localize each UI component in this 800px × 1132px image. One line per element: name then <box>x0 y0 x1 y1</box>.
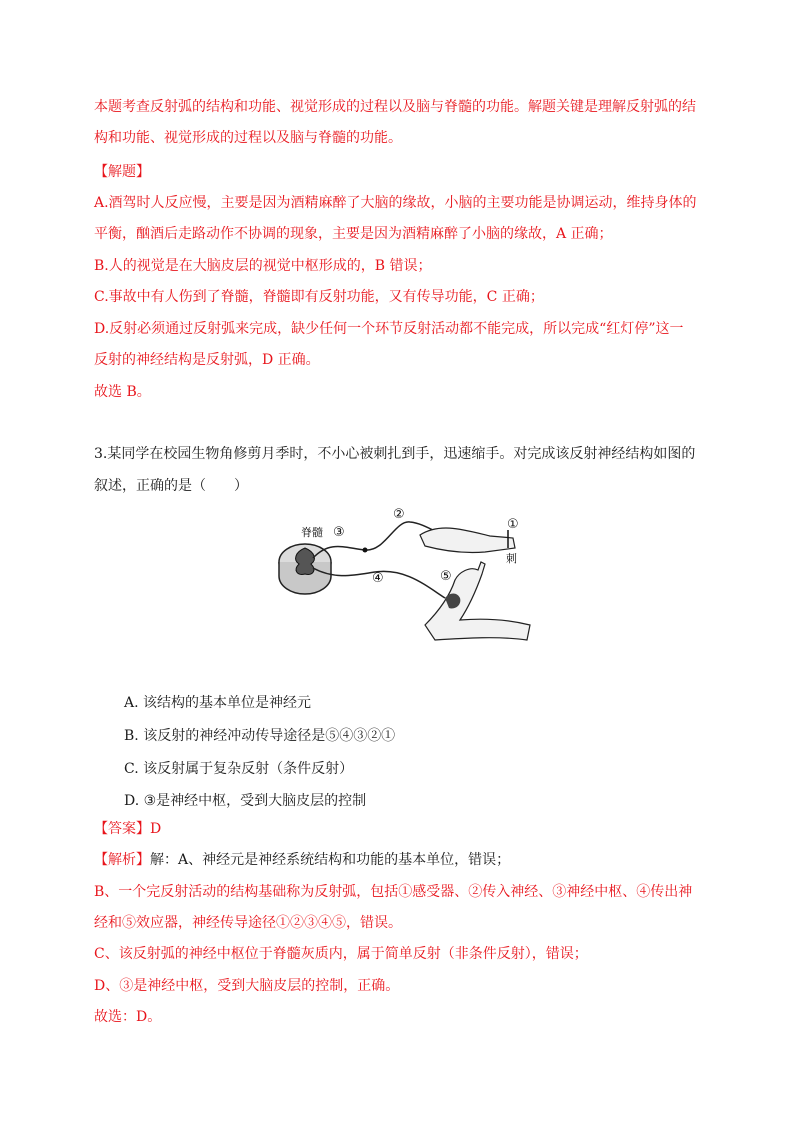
label-5: ⑤ <box>440 569 452 584</box>
solution-line-c: C.事故中有人伤到了脊髓，脊髓即有反射功能，又有传导功能，C 正确； <box>94 289 544 305</box>
solution-line-d2: 反射的神经结构是反射弧，D 正确。 <box>94 352 320 368</box>
label-thorn: 刺 <box>506 552 517 565</box>
option-d: D. ③是神经中枢，受到大脑皮层的控制 <box>124 793 367 809</box>
analysis-intro-line-2: 构和功能、视觉形成的过程以及脑与脊髓的功能。 <box>94 130 402 146</box>
explanation-conclusion: 故选：D。 <box>94 1009 162 1025</box>
label-4: ④ <box>372 571 384 586</box>
explanation-line-b1: B、一个完反射活动的结构基础称为反射弧，包括①感受器、②传入神经、③神经中枢、④传出神 <box>94 884 693 900</box>
solution-line-a2: 平衡，酗酒后走路动作不协调的现象，主要是因为酒精麻醉了小脑的缘故，A 正确； <box>94 226 613 242</box>
question-line-1: 3.某同学在校园生物角修剪月季时，不小心被刺扎到手，迅速缩手。对完成该反射神经结构如图的 <box>94 446 696 462</box>
analysis-intro-line-1: 本题考查反射弧的结构和功能、视觉形成的过程以及脑与脊髓的功能。解题关键是理解反射弧的结 <box>94 99 696 115</box>
reflex-arc-figure <box>275 500 535 645</box>
label-1: ① <box>507 517 519 532</box>
option-a: A. 该结构的基本单位是神经元 <box>124 695 312 711</box>
label-3: ③ <box>333 525 345 540</box>
answer-line <box>94 819 161 839</box>
solution-heading: 【解题】 <box>94 164 150 180</box>
label-spinal-cord: 脊髓 <box>301 526 323 539</box>
ganglion-dot <box>363 548 368 553</box>
reflex-arc-diagram <box>275 500 535 645</box>
explanation-label: 【解析】 <box>94 852 150 868</box>
answer-value: D <box>150 821 162 837</box>
solution-line-d1: D.反射必须通过反射弧来完成，缺少任何一个环节反射活动都不能完成，所以完成“红灯停”这一 <box>94 321 684 337</box>
solution-conclusion: 故选 B。 <box>94 384 151 400</box>
hand-shape <box>420 528 515 553</box>
explanation-line-c: C、该反射弧的神经中枢位于脊髓灰质内，属于简单反射（非条件反射），错误； <box>94 946 588 962</box>
explanation-line-b2: 经和⑤效应器，神经传导途径①②③④⑤，错误。 <box>94 915 402 931</box>
explanation-line-1 <box>94 850 510 870</box>
explanation-first: 解：A、神经元是神经系统结构和功能的基本单位，错误； <box>150 852 511 868</box>
gray-matter-shape <box>296 548 315 574</box>
explanation-line-d: D、③是神经中枢，受到大脑皮层的控制，正确。 <box>94 978 400 994</box>
label-2: ② <box>393 507 405 522</box>
question-line-2: 叙述，正确的是（ ） <box>94 478 248 494</box>
answer-label: 【答案】 <box>94 821 150 837</box>
option-c: C. 该反射属于复杂反射（条件反射） <box>124 761 354 777</box>
option-b: B. 该反射的神经冲动传导途径是⑤④③②① <box>124 728 396 744</box>
solution-line-b: B.人的视觉是在大脑皮层的视觉中枢形成的，B 错误； <box>94 258 432 274</box>
solution-line-a1: A.酒驾时人反应慢，主要是因为酒精麻醉了大脑的缘故，小脑的主要功能是协调运动，维持身体的 <box>94 195 697 211</box>
